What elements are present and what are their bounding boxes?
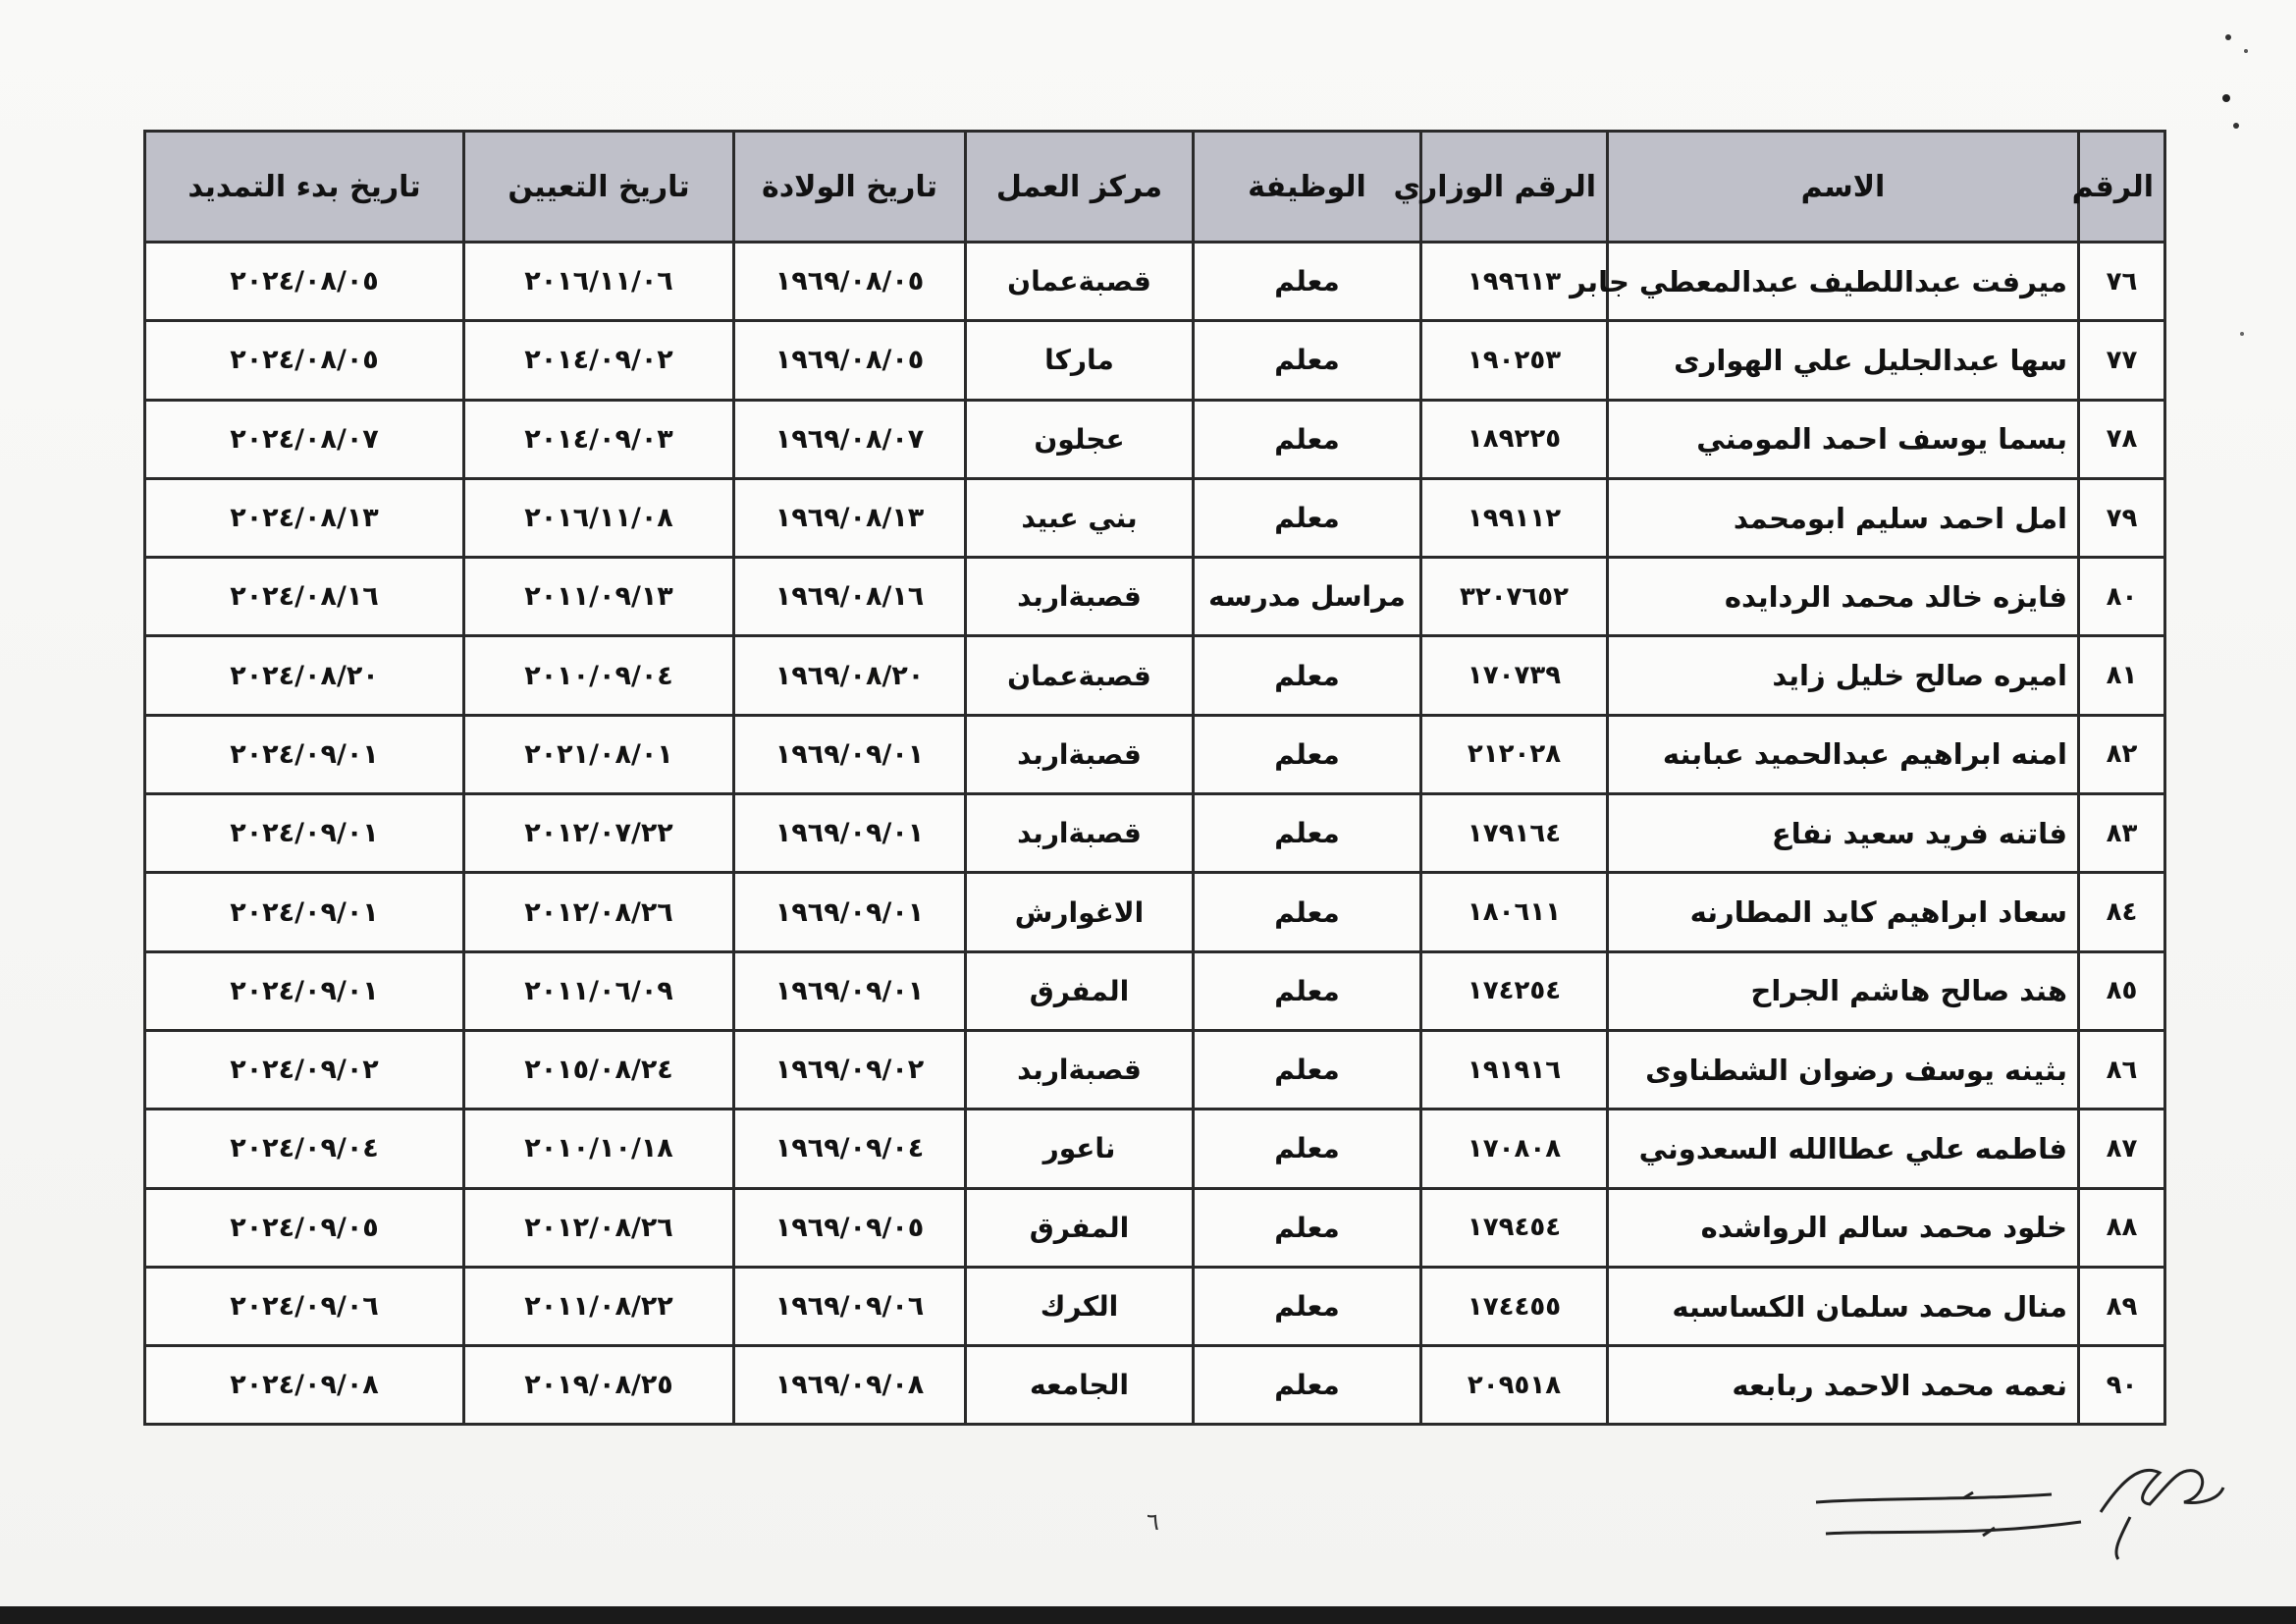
cell-appointment-date: ٢٠٢١/٠٨/٠١ xyxy=(464,715,734,793)
cell-name: ميرفت عبداللطيف عبدالمعطي جابر xyxy=(1608,243,2079,321)
cell-work-center: قصبةعمان xyxy=(966,243,1194,321)
cell-job: معلم xyxy=(1194,794,1421,873)
cell-birth-date: ١٩٦٩/٠٩/٠١ xyxy=(734,873,966,951)
cell-job: معلم xyxy=(1194,321,1421,400)
cell-ministry-id: ١٧٤٢٥٤ xyxy=(1421,951,1608,1030)
cell-job: معلم xyxy=(1194,1110,1421,1188)
cell-work-center: ماركا xyxy=(966,321,1194,400)
table-row xyxy=(145,1030,2165,1109)
cell-job: معلم xyxy=(1194,1188,1421,1267)
cell-work-center: المفرق xyxy=(966,1188,1194,1267)
page-number: ٦ xyxy=(1147,1508,1159,1536)
cell-name: فاطمه علي عطاالله السعدوني xyxy=(1608,1110,2079,1188)
header-appointment-date: تاريخ التعيين xyxy=(464,132,734,243)
cell-appointment-date: ٢٠١١/٠٦/٠٩ xyxy=(464,951,734,1030)
table-row xyxy=(145,1267,2165,1345)
cell-birth-date: ١٩٦٩/٠٨/٠٥ xyxy=(734,321,966,400)
cell-job: معلم xyxy=(1194,951,1421,1030)
cell-work-center: ناعور xyxy=(966,1110,1194,1188)
cell-job: معلم xyxy=(1194,1346,1421,1425)
cell-ministry-id: ١٧٩٤٥٤ xyxy=(1421,1188,1608,1267)
cell-birth-date: ١٩٦٩/٠٨/١٣ xyxy=(734,478,966,557)
cell-extension-start: ٢٠٢٤/٠٩/٠٨ xyxy=(145,1346,464,1425)
cell-name: بثينه يوسف رضوان الشطناوى xyxy=(1608,1030,2079,1109)
header-work-center: مركز العمل xyxy=(966,132,1194,243)
cell-number: ٨٨ xyxy=(2079,1188,2165,1267)
cell-work-center: قصبةاربد xyxy=(966,715,1194,793)
cell-ministry-id: ١٧٤٤٥٥ xyxy=(1421,1267,1608,1345)
cell-appointment-date: ٢٠١٦/١١/٠٨ xyxy=(464,478,734,557)
header-name: الاسم xyxy=(1608,132,2079,243)
cell-number: ٨٦ xyxy=(2079,1030,2165,1109)
cell-appointment-date: ٢٠١١/٠٩/١٣ xyxy=(464,558,734,636)
cell-appointment-date: ٢٠١٢/٠٧/٢٢ xyxy=(464,794,734,873)
cell-appointment-date: ٢٠١٥/٠٨/٢٤ xyxy=(464,1030,734,1109)
cell-ministry-id: ١٨٠٦١١ xyxy=(1421,873,1608,951)
cell-extension-start: ٢٠٢٤/٠٨/١٣ xyxy=(145,478,464,557)
cell-ministry-id: ٣٢٠٧٦٥٢ xyxy=(1421,558,1608,636)
cell-ministry-id: ١٩٩٦١٣ xyxy=(1421,243,1608,321)
cell-work-center: الكرك xyxy=(966,1267,1194,1345)
cell-appointment-date: ٢٠١٢/٠٨/٢٦ xyxy=(464,873,734,951)
cell-job: معلم xyxy=(1194,1030,1421,1109)
cell-work-center: قصبةاربد xyxy=(966,558,1194,636)
cell-work-center: الجامعه xyxy=(966,1346,1194,1425)
cell-ministry-id: ١٨٩٢٢٥ xyxy=(1421,400,1608,478)
cell-job: معلم xyxy=(1194,873,1421,951)
employee-table-container xyxy=(143,130,2163,1426)
cell-name: نعمه محمد الاحمد ربابعه xyxy=(1608,1346,2079,1425)
table-body xyxy=(145,243,2165,1425)
cell-name: امل احمد سليم ابومحمد xyxy=(1608,478,2079,557)
cell-ministry-id: ١٩١٩١٦ xyxy=(1421,1030,1608,1109)
cell-appointment-date: ٢٠١٦/١١/٠٦ xyxy=(464,243,734,321)
cell-birth-date: ١٩٦٩/٠٨/٢٠ xyxy=(734,636,966,715)
cell-number: ٨٠ xyxy=(2079,558,2165,636)
cell-number: ٧٩ xyxy=(2079,478,2165,557)
cell-number: ٨١ xyxy=(2079,636,2165,715)
cell-job: مراسل مدرسه xyxy=(1194,558,1421,636)
header-job: الوظيفة xyxy=(1194,132,1421,243)
cell-ministry-id: ٢٠٩٥١٨ xyxy=(1421,1346,1608,1425)
cell-number: ٧٨ xyxy=(2079,400,2165,478)
signature-mark xyxy=(1806,1443,2228,1581)
cell-name: سعاد ابراهيم كايد المطارنه xyxy=(1608,873,2079,951)
header-row xyxy=(145,132,2165,243)
cell-ministry-id: ١٩٩١١٢ xyxy=(1421,478,1608,557)
cell-ministry-id: ١٧٠٧٣٩ xyxy=(1421,636,1608,715)
cell-extension-start: ٢٠٢٤/٠٨/٠٥ xyxy=(145,321,464,400)
table-row xyxy=(145,636,2165,715)
cell-birth-date: ١٩٦٩/٠٨/١٦ xyxy=(734,558,966,636)
cell-number: ٨٣ xyxy=(2079,794,2165,873)
cell-name: سها عبدالجليل علي الهوارى xyxy=(1608,321,2079,400)
cell-appointment-date: ٢٠١٤/٠٩/٠٢ xyxy=(464,321,734,400)
cell-birth-date: ١٩٦٩/٠٩/٠٨ xyxy=(734,1346,966,1425)
cell-ministry-id: ١٧٠٨٠٨ xyxy=(1421,1110,1608,1188)
cell-name: بسما يوسف احمد المومني xyxy=(1608,400,2079,478)
cell-extension-start: ٢٠٢٤/٠٩/٠١ xyxy=(145,873,464,951)
cell-work-center: عجلون xyxy=(966,400,1194,478)
cell-name: منال محمد سلمان الكساسبه xyxy=(1608,1267,2079,1345)
table-row xyxy=(145,243,2165,321)
table-row xyxy=(145,478,2165,557)
cell-job: معلم xyxy=(1194,400,1421,478)
cell-appointment-date: ٢٠١١/٠٨/٢٢ xyxy=(464,1267,734,1345)
cell-extension-start: ٢٠٢٤/٠٨/٢٠ xyxy=(145,636,464,715)
cell-extension-start: ٢٠٢٤/٠٩/٠٥ xyxy=(145,1188,464,1267)
cell-extension-start: ٢٠٢٤/٠٩/٠٦ xyxy=(145,1267,464,1345)
cell-extension-start: ٢٠٢٤/٠٩/٠١ xyxy=(145,794,464,873)
employee-table xyxy=(143,130,2166,1426)
cell-birth-date: ١٩٦٩/٠٨/٠٥ xyxy=(734,243,966,321)
cell-work-center: الاغوارش xyxy=(966,873,1194,951)
cell-work-center: قصبةاربد xyxy=(966,1030,1194,1109)
table-row xyxy=(145,951,2165,1030)
cell-name: هند صالح هاشم الجراح xyxy=(1608,951,2079,1030)
header-number: الرقم xyxy=(2079,132,2165,243)
cell-birth-date: ١٩٦٩/٠٩/٠١ xyxy=(734,715,966,793)
cell-appointment-date: ٢٠١٠/٠٩/٠٤ xyxy=(464,636,734,715)
cell-birth-date: ١٩٦٩/٠٩/٠٤ xyxy=(734,1110,966,1188)
cell-extension-start: ٢٠٢٤/٠٩/٠١ xyxy=(145,951,464,1030)
cell-birth-date: ١٩٦٩/٠٩/٠١ xyxy=(734,951,966,1030)
cell-appointment-date: ٢٠١٩/٠٨/٢٥ xyxy=(464,1346,734,1425)
cell-ministry-id: ١٧٩١٦٤ xyxy=(1421,794,1608,873)
cell-number: ٨٧ xyxy=(2079,1110,2165,1188)
table-row xyxy=(145,1188,2165,1267)
cell-number: ٧٧ xyxy=(2079,321,2165,400)
cell-name: فايزه خالد محمد الردايده xyxy=(1608,558,2079,636)
cell-number: ٩٠ xyxy=(2079,1346,2165,1425)
cell-number: ٨٤ xyxy=(2079,873,2165,951)
cell-name: اميره صالح خليل زايد xyxy=(1608,636,2079,715)
cell-name: امنه ابراهيم عبدالحميد عبابنه xyxy=(1608,715,2079,793)
scan-bottom-edge xyxy=(0,1606,2296,1624)
cell-ministry-id: ٢١٢٠٢٨ xyxy=(1421,715,1608,793)
cell-work-center: قصبةعمان xyxy=(966,636,1194,715)
cell-birth-date: ١٩٦٩/٠٩/٠٢ xyxy=(734,1030,966,1109)
cell-extension-start: ٢٠٢٤/٠٨/١٦ xyxy=(145,558,464,636)
cell-work-center: بني عبيد xyxy=(966,478,1194,557)
cell-appointment-date: ٢٠١٠/١٠/١٨ xyxy=(464,1110,734,1188)
cell-extension-start: ٢٠٢٤/٠٩/٠١ xyxy=(145,715,464,793)
table-row xyxy=(145,1346,2165,1425)
table-row xyxy=(145,794,2165,873)
table-row xyxy=(145,1110,2165,1188)
cell-birth-date: ١٩٦٩/٠٩/٠١ xyxy=(734,794,966,873)
table-row xyxy=(145,321,2165,400)
cell-extension-start: ٢٠٢٤/٠٨/٠٥ xyxy=(145,243,464,321)
header-extension-start: تاريخ بدء التمديد xyxy=(145,132,464,243)
header-ministry-id: الرقم الوزاري xyxy=(1421,132,1608,243)
cell-name: خلود محمد سالم الرواشده xyxy=(1608,1188,2079,1267)
cell-job: معلم xyxy=(1194,636,1421,715)
cell-extension-start: ٢٠٢٤/٠٩/٠٤ xyxy=(145,1110,464,1188)
cell-job: معلم xyxy=(1194,243,1421,321)
cell-extension-start: ٢٠٢٤/٠٨/٠٧ xyxy=(145,400,464,478)
cell-ministry-id: ١٩٠٢٥٣ xyxy=(1421,321,1608,400)
cell-job: معلم xyxy=(1194,1267,1421,1345)
cell-number: ٨٢ xyxy=(2079,715,2165,793)
cell-name: فاتنه فريد سعيد نفاع xyxy=(1608,794,2079,873)
cell-job: معلم xyxy=(1194,478,1421,557)
cell-number: ٨٩ xyxy=(2079,1267,2165,1345)
table-row xyxy=(145,715,2165,793)
cell-work-center: قصبةاربد xyxy=(966,794,1194,873)
cell-extension-start: ٢٠٢٤/٠٩/٠٢ xyxy=(145,1030,464,1109)
cell-birth-date: ١٩٦٩/٠٩/٠٥ xyxy=(734,1188,966,1267)
cell-job: معلم xyxy=(1194,715,1421,793)
cell-appointment-date: ٢٠١٤/٠٩/٠٣ xyxy=(464,400,734,478)
cell-appointment-date: ٢٠١٢/٠٨/٢٦ xyxy=(464,1188,734,1267)
cell-birth-date: ١٩٦٩/٠٩/٠٦ xyxy=(734,1267,966,1345)
cell-number: ٨٥ xyxy=(2079,951,2165,1030)
table-header xyxy=(145,132,2165,243)
cell-birth-date: ١٩٦٩/٠٨/٠٧ xyxy=(734,400,966,478)
table-row xyxy=(145,558,2165,636)
table-row xyxy=(145,873,2165,951)
cell-work-center: المفرق xyxy=(966,951,1194,1030)
table-row xyxy=(145,400,2165,478)
cell-number: ٧٦ xyxy=(2079,243,2165,321)
header-birth-date: تاريخ الولادة xyxy=(734,132,966,243)
